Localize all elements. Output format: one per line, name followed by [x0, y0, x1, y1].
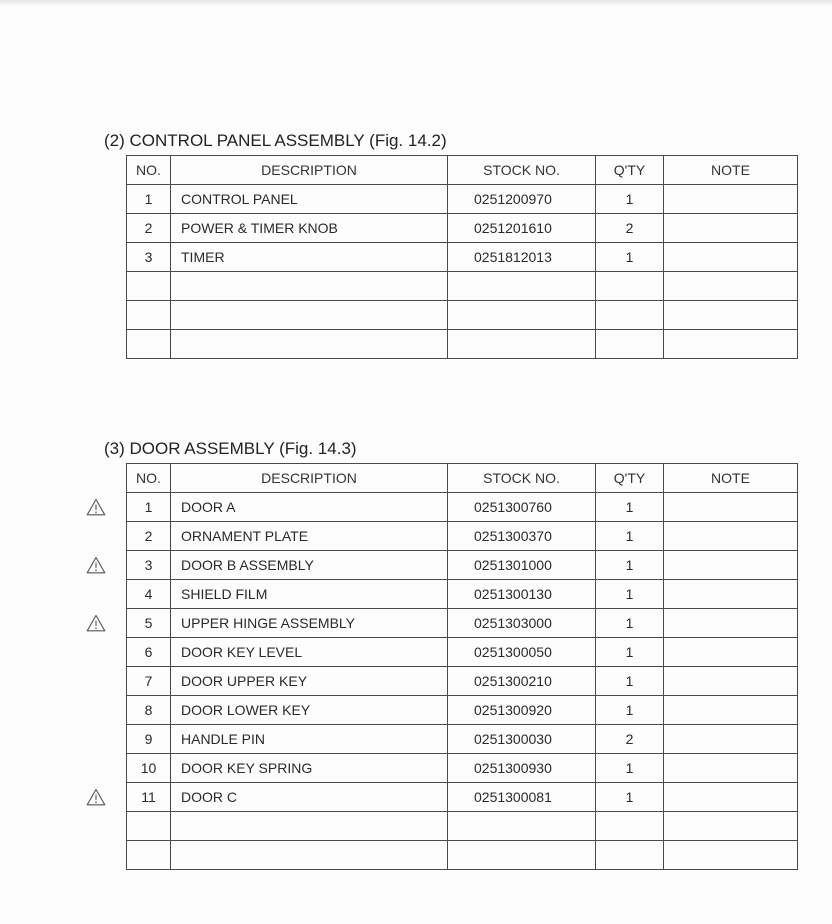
- row-qty: [596, 812, 664, 841]
- row-stock-no: 0251300030: [448, 725, 596, 754]
- table-row: [127, 522, 798, 551]
- row-description: DOOR A: [171, 493, 448, 522]
- table-header-row: [127, 464, 798, 493]
- row-no: [127, 301, 171, 330]
- row-note: [664, 812, 798, 841]
- row-note: [664, 301, 798, 330]
- row-description: [171, 841, 448, 870]
- section-title: (2) CONTROL PANEL ASSEMBLY (Fig. 14.2): [104, 131, 447, 150]
- row-note: [664, 841, 798, 870]
- table-row: [127, 638, 798, 667]
- table-row: [127, 754, 798, 783]
- row-stock-no: 0251300370: [448, 522, 596, 551]
- table-row: [127, 551, 798, 580]
- row-note: [664, 522, 798, 551]
- parts-table-body: [127, 493, 798, 870]
- row-note: [664, 754, 798, 783]
- row-note: [664, 272, 798, 301]
- row-no: 6: [127, 638, 171, 667]
- row-qty: 1: [596, 522, 664, 551]
- warning-triangle-icon: [86, 498, 106, 516]
- row-note: [664, 493, 798, 522]
- row-description: UPPER HINGE ASSEMBLY: [171, 609, 448, 638]
- row-description: DOOR KEY LEVEL: [171, 638, 448, 667]
- row-no: 10: [127, 754, 171, 783]
- header-no: NO.: [127, 464, 171, 493]
- warning-triangle-icon: [86, 614, 106, 632]
- table-header-row: [127, 156, 798, 185]
- row-no: 8: [127, 696, 171, 725]
- row-qty: 1: [596, 667, 664, 696]
- row-note: [664, 725, 798, 754]
- row-description: DOOR LOWER KEY: [171, 696, 448, 725]
- table-row: [127, 609, 798, 638]
- row-description: [171, 301, 448, 330]
- row-no: 9: [127, 725, 171, 754]
- row-description: POWER & TIMER KNOB: [171, 214, 448, 243]
- row-no: 1: [127, 493, 171, 522]
- row-stock-no: 0251300130: [448, 580, 596, 609]
- row-qty: 1: [596, 696, 664, 725]
- row-no: [127, 812, 171, 841]
- header-stock-no: STOCK NO.: [448, 156, 596, 185]
- row-qty: 1: [596, 185, 664, 214]
- table-row: [127, 667, 798, 696]
- row-description: ORNAMENT PLATE: [171, 522, 448, 551]
- table-row: [127, 812, 798, 841]
- row-note: [664, 783, 798, 812]
- row-description: HANDLE PIN: [171, 725, 448, 754]
- row-stock-no: 0251300930: [448, 754, 596, 783]
- row-description: [171, 272, 448, 301]
- row-stock-no: 0251300050: [448, 638, 596, 667]
- row-note: [664, 667, 798, 696]
- row-qty: 1: [596, 551, 664, 580]
- row-note: [664, 609, 798, 638]
- table-row: [127, 841, 798, 870]
- table-row: [127, 783, 798, 812]
- row-qty: 1: [596, 783, 664, 812]
- table-row: [127, 580, 798, 609]
- table-row: [127, 330, 798, 359]
- table-row: [127, 214, 798, 243]
- header-note: NOTE: [664, 464, 798, 493]
- row-stock-no: 0251303000: [448, 609, 596, 638]
- table-row: [127, 696, 798, 725]
- parts-table: [126, 155, 798, 359]
- row-qty: [596, 841, 664, 870]
- row-qty: 1: [596, 243, 664, 272]
- row-no: 3: [127, 551, 171, 580]
- section-title: (3) DOOR ASSEMBLY (Fig. 14.3): [104, 439, 357, 458]
- row-qty: 1: [596, 580, 664, 609]
- row-qty: [596, 330, 664, 359]
- row-description: SHIELD FILM: [171, 580, 448, 609]
- row-no: 4: [127, 580, 171, 609]
- row-qty: 1: [596, 609, 664, 638]
- table-row: [127, 185, 798, 214]
- row-note: [664, 580, 798, 609]
- row-no: 5: [127, 609, 171, 638]
- warning-triangle-icon: [86, 788, 106, 806]
- row-no: 2: [127, 214, 171, 243]
- header-qty: Q'TY: [596, 156, 664, 185]
- row-stock-no: 0251300210: [448, 667, 596, 696]
- parts-table-body: [127, 185, 798, 359]
- row-no: 7: [127, 667, 171, 696]
- row-description: [171, 812, 448, 841]
- row-stock-no: 0251300081: [448, 783, 596, 812]
- row-no: [127, 330, 171, 359]
- control-panel-assembly-section: [104, 130, 798, 359]
- row-description: CONTROL PANEL: [171, 185, 448, 214]
- header-stock-no: STOCK NO.: [448, 464, 596, 493]
- row-note: [664, 551, 798, 580]
- header-no: NO.: [127, 156, 171, 185]
- row-note: [664, 214, 798, 243]
- header-description: DESCRIPTION: [171, 464, 448, 493]
- table-row: [127, 243, 798, 272]
- warning-triangle-icon: [86, 556, 106, 574]
- door-assembly-section: [104, 438, 798, 870]
- row-no: 11: [127, 783, 171, 812]
- row-no: [127, 272, 171, 301]
- row-note: [664, 330, 798, 359]
- row-note: [664, 638, 798, 667]
- table-row: [127, 301, 798, 330]
- row-stock-no: 0251200970: [448, 185, 596, 214]
- row-qty: 1: [596, 638, 664, 667]
- row-note: [664, 696, 798, 725]
- row-stock-no: [448, 301, 596, 330]
- row-no: 3: [127, 243, 171, 272]
- row-no: 2: [127, 522, 171, 551]
- row-note: [664, 243, 798, 272]
- table-row: [127, 272, 798, 301]
- row-stock-no: 0251201610: [448, 214, 596, 243]
- row-description: DOOR UPPER KEY: [171, 667, 448, 696]
- header-note: NOTE: [664, 156, 798, 185]
- row-stock-no: 0251812013: [448, 243, 596, 272]
- row-description: TIMER: [171, 243, 448, 272]
- header-qty: Q'TY: [596, 464, 664, 493]
- header-description: DESCRIPTION: [171, 156, 448, 185]
- table-row: [127, 493, 798, 522]
- row-stock-no: [448, 841, 596, 870]
- table-row: [127, 725, 798, 754]
- row-note: [664, 185, 798, 214]
- parts-table: [126, 463, 798, 870]
- row-qty: 2: [596, 214, 664, 243]
- row-qty: [596, 272, 664, 301]
- scan-edge-shadow: [0, 0, 832, 6]
- row-description: DOOR C: [171, 783, 448, 812]
- row-description: DOOR B ASSEMBLY: [171, 551, 448, 580]
- row-stock-no: 0251300760: [448, 493, 596, 522]
- row-stock-no: [448, 330, 596, 359]
- row-stock-no: 0251301000: [448, 551, 596, 580]
- row-no: [127, 841, 171, 870]
- row-no: 1: [127, 185, 171, 214]
- row-description: DOOR KEY SPRING: [171, 754, 448, 783]
- row-stock-no: [448, 272, 596, 301]
- row-stock-no: [448, 812, 596, 841]
- row-qty: 1: [596, 493, 664, 522]
- row-stock-no: 0251300920: [448, 696, 596, 725]
- row-qty: 1: [596, 754, 664, 783]
- row-qty: [596, 301, 664, 330]
- row-description: [171, 330, 448, 359]
- row-qty: 2: [596, 725, 664, 754]
